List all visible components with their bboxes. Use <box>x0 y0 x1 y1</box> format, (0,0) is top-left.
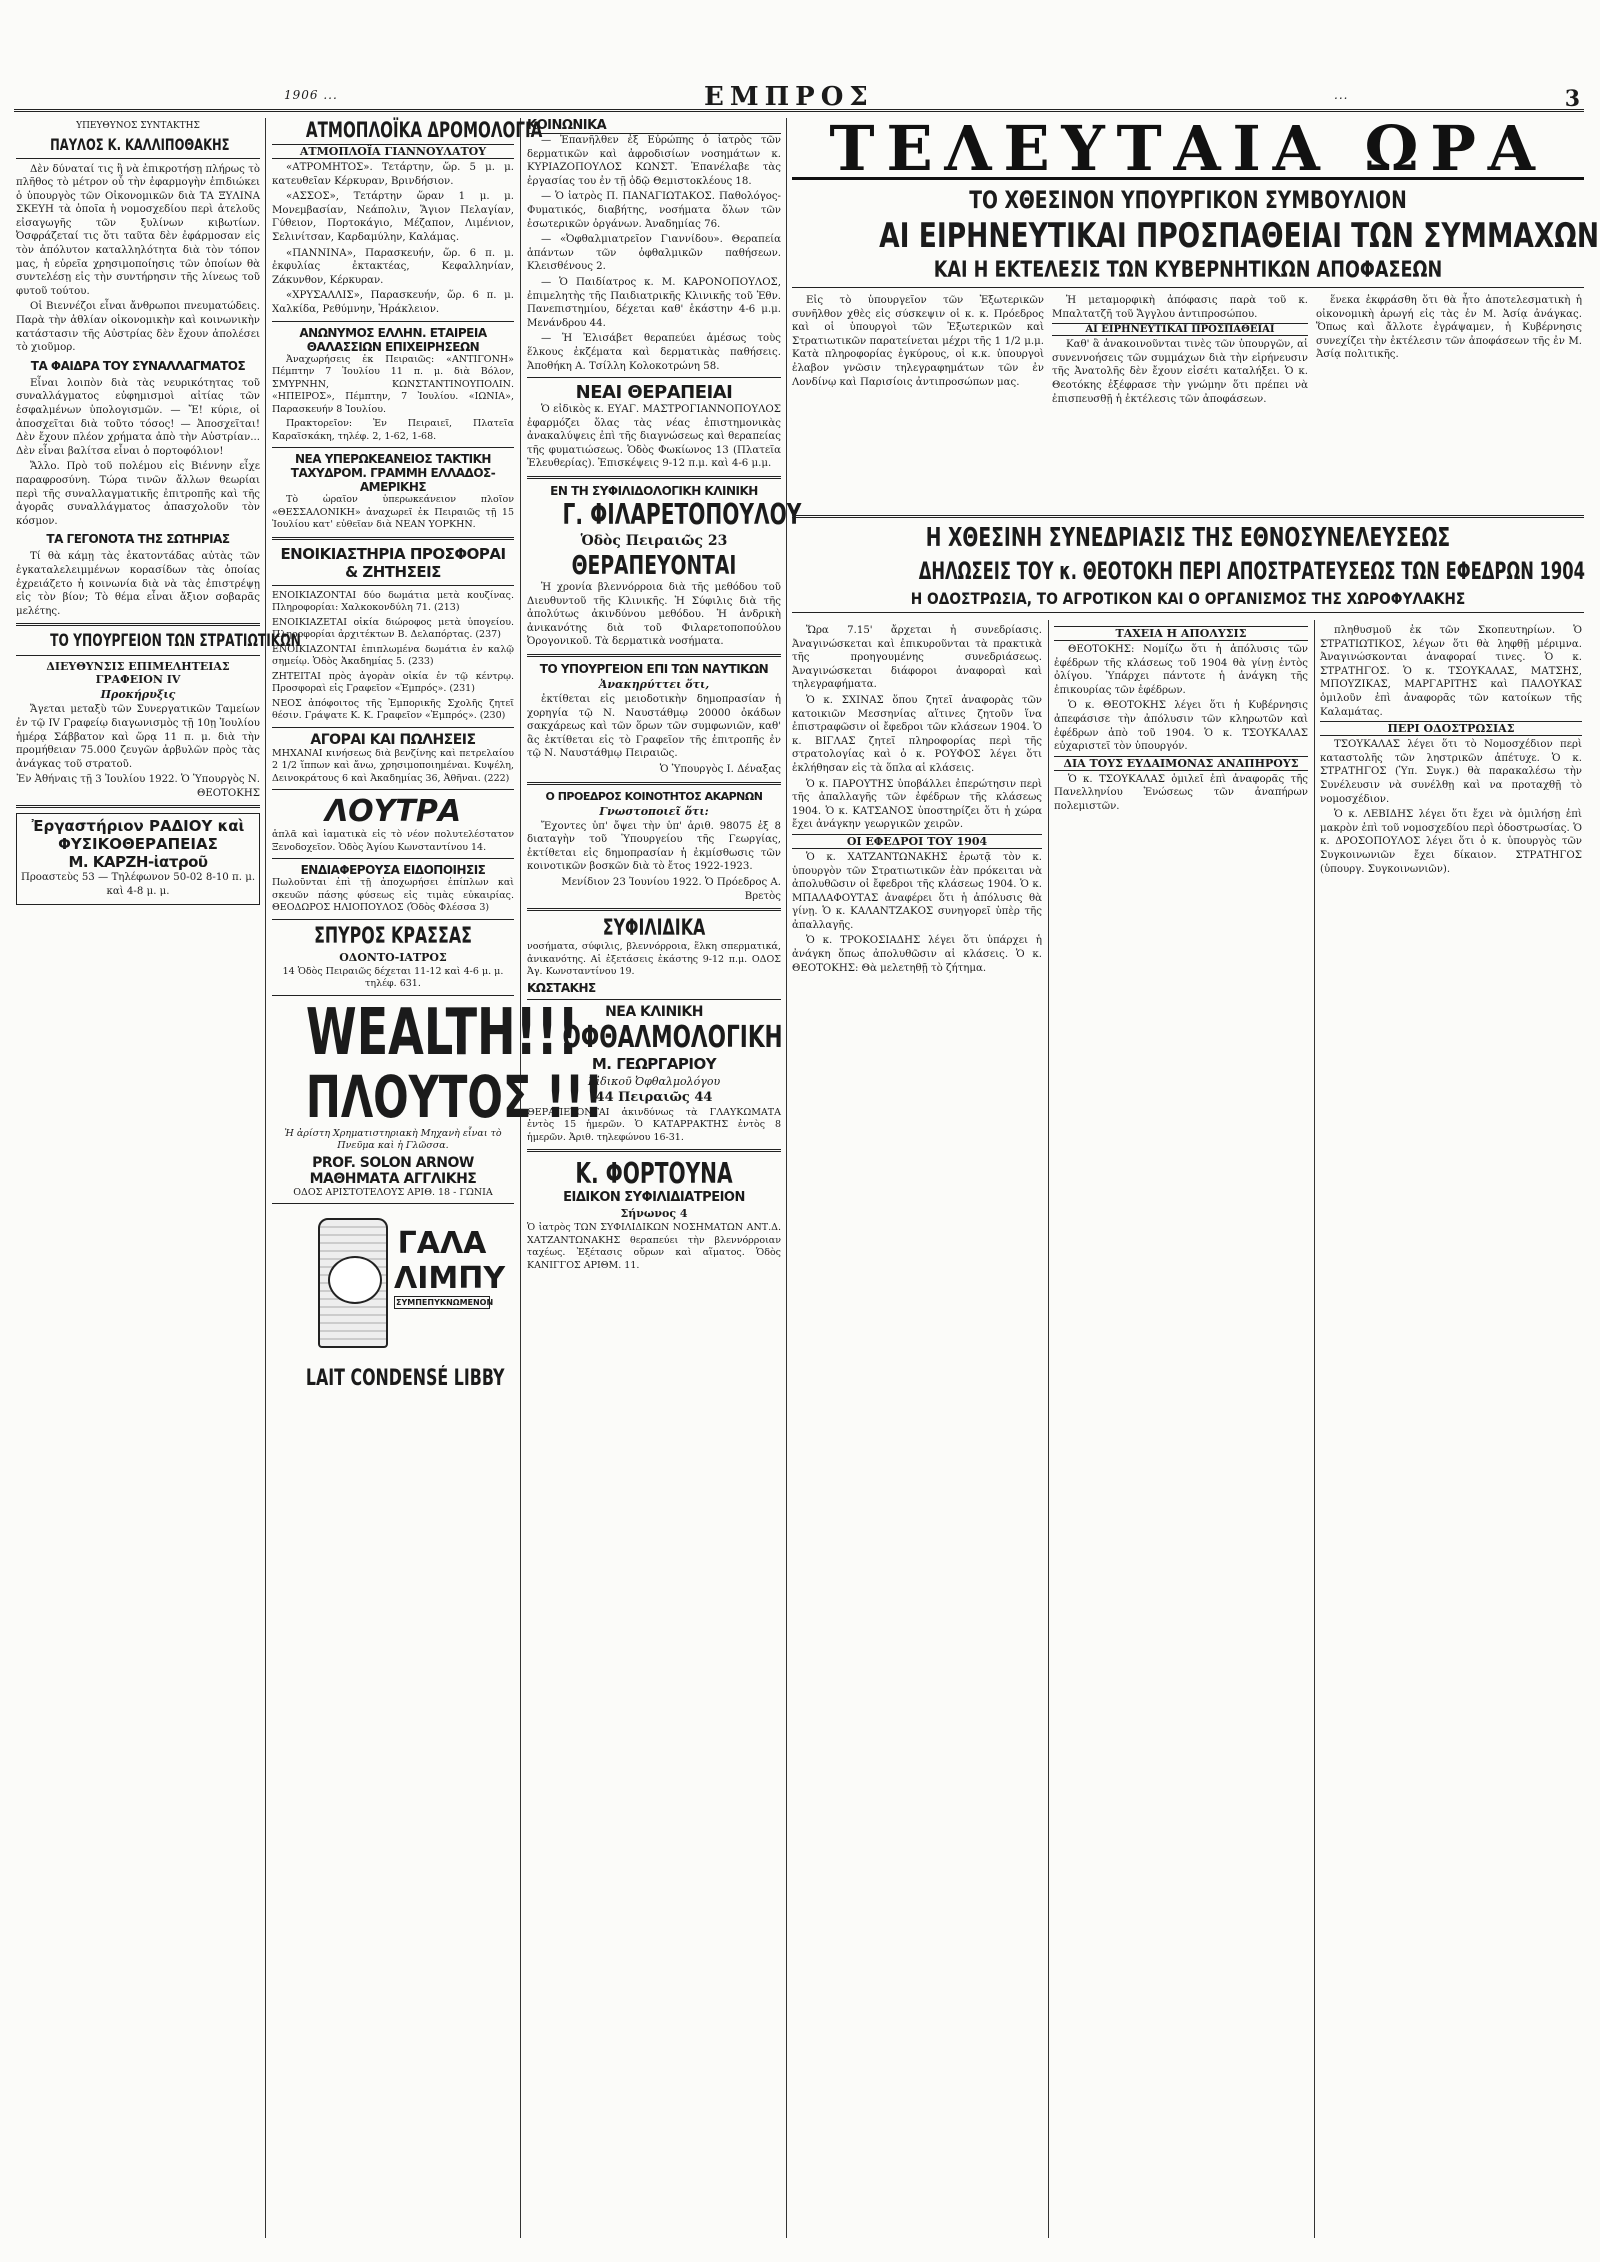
section-heading: ΤΟ ΥΠΟΥΡΓΕΙΟΝ ΤΩΝ ΣΤΡΑΤΙΩΤΙΚΩΝ <box>50 631 301 652</box>
ploutos-headline: ΠΛΟΥΤΟΣ !!! <box>305 1062 604 1131</box>
schedule-entry: «ΠΑΝΝΙΝΑ», Παρασκευήν, ὥρ. 6 π. μ. ἐκφυλίας ἐκτακτέας, Κεφαλληνίαν, Ζάκυνθον, Κέρκυραν. <box>272 247 514 286</box>
milk-brand: LAIT CONDENSÉ LIBBY <box>305 1366 505 1392</box>
baths-ad-text: ἁπλᾶ καὶ ἰαματικὰ εἰς τὸ νέον πολυτελέστατον Ξενοδοχεῖον. Ὁδὸς Ἁγίου Κωνσταντίνου 14. <box>272 829 514 853</box>
article-paragraph: Ἄλλο. Πρὸ τοῦ πολέμου εἰς Βιέννην εἶχε παραφροσύνη. Τώρα τινῶν ἄλλων θεωρίαι περὶ τῆς συναλλαγματικῆς ἐπιτροπῆς καὶ τῆς ἀγορᾶς συναλλάγματος ἀπασχολοῦν τὸν κόσμον. <box>16 461 260 527</box>
editor-name: ΠΑΥΛΟΣ Κ. ΚΑΛΛΙΠΟΘΑΚΗΣ <box>50 134 230 154</box>
headline-peace: ΑΙ ΕΙΡΗΝΕΥΤΙΚΑΙ ΠΡΟΣΠΑΘΕΙΑΙ ΤΩΝ ΣΥΜΜΑΧΩΝ <box>879 216 1600 256</box>
divider <box>16 655 260 656</box>
masthead-left-text: 1906 ... <box>284 88 338 102</box>
article-paragraph: Ὁ κ. ΛΕΒΙΔΗΣ λέγει ὅτι ἔχει νὰ ὁμιλήσῃ ἐπὶ μακρὸν ἐπὶ τοῦ νομοσχεδίου περὶ ὁδοστρωσίας. Ὁ κ. ΔΡΟΣΟΠΟΥΛΟΣ λέγει ὅτι ὁ κ. ὑπουργὸς τῶν Συγκοινωνιῶν ἔχει δίκαιον. ΣΤΡΑΤΗΓΟΣ (ὑπουργ. Συγκοινωνιῶν). <box>1320 809 1582 875</box>
subheading: ΟΙ ΕΦΕΔΡΟΙ ΤΟΥ 1904 <box>792 834 1042 849</box>
masthead-right-text: ... <box>1334 88 1349 102</box>
section-heading: ΝΕΑ ΥΠΕΡΩΚΕΑΝΕΙΟΣ ΤΑΚΤΙΚΗ ΤΑΧΥΔΡΟΜ. ΓΡΑΜΜΗ ΕΛΛΑΔΟΣ-ΑΜΕΡΙΚΗΣ <box>290 452 496 495</box>
schedule-entry: «ΧΡΥΣΑΛΛΙΣ», Παρασκευήν, ὥρ. 6 π. μ. Χαλκίδα, Ρεθύμνην, Ἡράκλειον. <box>272 290 514 315</box>
kicker: ΥΠΕΥΘΥΝΟΣ ΣΥΝΤΑΚΤΗΣ <box>76 121 200 131</box>
wealth-address: ΟΔΟΣ ΑΡΙΣΤΟΤΕΛΟΥΣ ΑΡΙΘ. 18 - ΓΩΝΙΑ <box>293 1186 493 1198</box>
schedule-entry: «ΑΣΣΟΣ», Τετάρτην ὥραν 1 μ. μ. Μονεμβασίαν, Νεάπολιν, Ἅγιον Πελαγίαν, Γύθειον, Πορτοκάγιο, Μέζαπον, Λιμένιον, Σελινίτσαν, Καρδαμύλην, Καλάμας. <box>272 191 514 243</box>
divider <box>16 623 260 626</box>
divider <box>527 1149 781 1152</box>
subheading: Γνωστοποιεῖ ὅτι: <box>599 804 709 818</box>
section-heading: ΝΕΑ ΚΛΙΝΙΚΗ <box>605 1003 703 1020</box>
divider <box>16 805 260 808</box>
column-rule <box>1314 620 1315 2238</box>
wealth-teacher: PROF. SOLON ARNOW <box>312 1154 474 1171</box>
fortouna-subtitle: ΕΙΔΙΚΟΝ ΣΥΦΙΛΙΔΙΑΤΡΕΙΟΝ <box>563 1190 745 1206</box>
dentist-name: ΣΠΥΡΟΣ ΚΡΑΣΣΑΣ <box>314 923 472 949</box>
divider <box>527 377 781 378</box>
divider <box>272 789 514 790</box>
headline-decisions: ΚΑΙ Η ΕΚΤΕΛΕΣΙΣ ΤΩΝ ΚΥΒΕΡΝΗΤΙΚΩΝ ΑΠΟΦΑΣΕΩΝ <box>933 258 1443 283</box>
article-paragraph: Εἶναι λοιπὸν διὰ τὰς νευρικότητας τοῦ συναλλάγματος εὐφημισμοὶ αἰτίας τῶν ἐσφαλμένων ὑπολογισμῶν. — Ἔ! κύριε, οἱ ἀποσχεῖται διὰ τοῦτο τόσος! — Ἀποσχεῖται! Δὲν ἔχουν πλέον χρήματα ἀπὸ τὴν Αὐστρίαν... Δὲν εἶναι βαλίτσα εἶναι ὁ πορτοφόλιον! <box>16 377 260 457</box>
main-headline: ΤΕΛΕΥΤΑΙΑ ΩΡΑ <box>829 112 1547 185</box>
wealth-headline: WEALTH!!! <box>305 995 579 1070</box>
divider <box>527 654 781 657</box>
article-paragraph: ἐκτίθεται εἰς μειοδοτικὴν δημοπρασίαν ἡ χορηγία τῷ Ν. Ναυστάθμῳ 20000 ὀκάδων σακχάρεως καὶ τῶν ὅρων τῶν συμφωνιῶν, καθ' ἃς ἐκτίθεται εἰς τὸ Γραφεῖον τῆς ἐπιτροπῆς ἐν τῷ Ν. Ναυστάθμῳ Πειραιῶς. <box>527 694 781 760</box>
section-heading: ΕΝ ΤΗ ΣΥΦΙΛΙΔΟΛΟΓΙΚΗ ΚΛΙΝΙΚΗ <box>550 484 758 499</box>
article-paragraph: Καθ' ἃ ἀνακοινοῦνται τινὲς τῶν ὑπουργῶν, αἱ συνεννοήσεις τῶν συμμάχων διὰ τὴν εἰρήνευσιν τῆς Ἀνατολῆς δὲν ἔχουν εἰσέτι καταλήξει. Ὁ κ. Θεοτόκης ἐξέφρασε τὴν γνώμην ὅτι πρέπει νὰ ἐπισπευσθῇ ἡ ἐκτέλεσις τῶν ἀποφάσεων. <box>1052 339 1308 405</box>
signature: Ὁ Ὑπουργὸς Ι. Δέναξας <box>659 764 781 775</box>
assembly-col-c <box>1320 624 1582 2236</box>
article-paragraph: Ὁ εἰδικὸς κ. ΕΥΑΓ. ΜΑΣΤΡΟΓΙΑΝΝΟΠΟΥΛΟΣ ἐφαρμόζει ὅλας τὰς νέας ἐπιστημονικὰς ἀνακαλύψεις ἐπὶ τῆς διαγνώσεως καὶ θεραπείας τῆς φυματιώσεως. Ὁδὸς Φωκίωνος 13 (Πλατεῖα Ἐλευθερίας). Ἐπισκέψεις 9-12 π.μ. καὶ 4-6 μ.μ. <box>527 404 781 470</box>
headline-reservists: ΔΗΛΩΣΕΙΣ ΤΟΥ κ. ΘΕΟΤΟΚΗ ΠΕΡΙ ΑΠΟΣΤΡΑΤΕΥΣΕΩΣ ΤΩΝ ΕΦΕΔΡΩΝ 1904 <box>918 557 1585 585</box>
article-paragraph: — Ἡ Ἐλισάβετ θεραπεύει ἀμέσως τοὺς ἕλκους ἐκζέματα καὶ δερματικὰς παθήσεις. Ἀποθήκη Α. Τσίλλη Κολοκοτρώνη 58. <box>527 333 781 372</box>
divider <box>527 476 781 479</box>
ad-text: Ὁ ἰατρὸς ΤΩΝ ΣΥΦΙΛΙΔΙΚΩΝ ΝΟΣΗΜΑΤΩΝ ΑΝΤ.Δ. ΧΑΤΖΑΝΤΩΝΑΚΗΣ θεραπεύει τὴν βλεννόρροιαν ταχέως. Ἐξέτασις οὔρων καὶ αἵματος. Ὁδὸς ΚΑΝΙΓΓΟΣ ΑΡΙΘΜ. 11. <box>527 1222 781 1271</box>
masthead <box>14 84 1584 112</box>
article-paragraph: Ἄγεται μεταξὺ τῶν Συνεργατικῶν Ταμείων ἐν τῷ IV Γραφείῳ διαγωνισμὸς τῇ 10ῃ Ἰουλίου ἡμέρᾳ Σάββατον καὶ ὥρᾳ 11 π. μ. διὰ τὴν προμήθειαν 75.000 ζευγῶν ἀρβυλῶν πρὸς τὰς ἀνάγκας τοῦ στρατοῦ. <box>16 704 260 770</box>
column-3 <box>527 118 802 2238</box>
article-paragraph: — Ἐπανῆλθεν ἐξ Εὐρώπης ὁ ἰατρὸς τῶν δερματικῶν καὶ ἀφροδισίων νοσημάτων κ. ΚΥΡΙΑΖΟΠΟΥΛΟΣ ΚΩΝΣΤ. Ἐπανέλαβε τὰς ἐργασίας του ἐν τῇ ὁδῷ Θεμιστοκλέους 18. <box>527 135 781 187</box>
headline-box <box>792 112 1584 185</box>
article-paragraph: Ὁ κ. ΣΧΙΝΑΣ ὅπου ζητεῖ ἀναφορὰς τῶν κατοικιῶν Μεσσηνίας αἵτινες ζητοῦν ἵνα ἐπιστραφῶσιν οἱ ἔφεδροι τῶν κλάσεων 1904. Ὁ κ. ΒΙΓΛΑΣ ζητεῖ πληροφορίας περὶ τῆς στρατολογίας καὶ ὁ κ. ΡΟΥΦΟΣ λέγει ὅτι ἐκλήθησαν εἰς τὰ ὅπλα αἱ κλάσεις. <box>792 694 1042 774</box>
wealth-lessons: ΜΑΘΗΜΑΤΑ ΑΓΓΛΙΚΗΣ <box>309 1170 477 1187</box>
fortouna-address: Σήνωνος 4 <box>620 1207 688 1221</box>
subheading: ΑΤΜΟΠΛΟΪΑ ΓΙΑΝΝΟΥΛΑΤΟΥ <box>272 144 514 159</box>
column-rule <box>265 118 266 2238</box>
section-heading: ΤΑ ΦΑΙΔΡΑ ΤΟΥ ΣΥΝΑΛΛΑΓΜΑΤΟΣ <box>30 358 246 373</box>
column-1 <box>16 118 301 2238</box>
article-paragraph: — Ὁ Παιδίατρος κ. Μ. ΚΑΡΟΝΟΠΟΥΛΟΣ, ἐπιμελητὴς τῆς Παιδιατρικῆς Κλινικῆς τοῦ Ἐθν. Πανεπιστημίου, δέχεται καθ' ἑκάστην 4-6 μ.μ. Μενάνδρου 44. <box>527 276 781 329</box>
subheading: ΔΙΕΥΘΥΝΣΙΣ ΕΠΙΜΕΛΗΤΕΙΑΣ ΓΡΑΦΕΙΟΝ IV <box>46 660 230 687</box>
classified-ad: ΜΗΧΑΝΑΙ κινήσεως διὰ βενζίνης καὶ πετρελαίου 2 1/2 ἵππων καὶ ἄνω, χρησιμοποιημέναι. Κυψέλη, Δεινοκράτους 6 καὶ Ἀκαδημίας 36, Ἀθῆναι. (222) <box>272 747 514 784</box>
milk-ad-line: ΣΥΜΠΕΠΥΚΝΩΜΕΝΟΝ <box>396 1298 494 1308</box>
ad-text: νοσήματα, σύφιλις, βλεννόρροια, ἕλκη σπερματικά, ἀνικανότης. Αἱ ἐξετάσεις ἑκάστης 9-12 π.μ. ΟΔΟΣ Ἀγ. Κωνσταντίνου 19. <box>527 941 781 978</box>
headline-cabinet: ΤΟ ΧΘΕΣΙΝΟΝ ΥΠΟΥΡΓΙΚΟΝ ΣΥΜΒΟΥΛΙΟΝ <box>969 186 1407 214</box>
column-rule <box>786 118 787 2238</box>
article-paragraph: — Ὁ ἰατρὸς Π. ΠΑΝΑΓΙΩΤΑΚΟΣ. Παθολόγος-Φυματικός, διαβήτης, νοσήματα ὅλων τῶν ἐσωτερικῶν ὀργάνων. Ἀναδημίας 76. <box>527 191 781 230</box>
divider <box>527 999 781 1000</box>
milk-ad <box>298 1210 506 1360</box>
subheading: Προκήρυξις <box>100 688 176 702</box>
article-paragraph: Ἔχοντες ὑπ' ὄψει τὴν ὑπ' ἀριθ. 98075 ἐξ 8 διαταγὴν τοῦ Ὑπουργείου τῆς Γεωργίας, ἐκτίθεται εἰς δημοπρασίαν ἡ ἐκμίσθωσις τῶν κοινοτικῶν βοσκῶν διὰ τὸ ἔτος 1922-1923. <box>527 820 781 873</box>
schedule-entry: Τὸ ὡραῖον ὑπερωκεάνειον πλοῖον «ΘΕΣΣΑΛΟΝΙΚΗ» ἀναχωρεῖ ἐκ Πειραιῶς τῇ 15 Ἰουλίου κατ' εὐθεῖαν διὰ ΝΕΑΝ ΥΟΡΚΗΝ. <box>272 494 514 531</box>
classified-ad: ΝΕΟΣ ἀπόφοιτος τῆς Ἐμπορικῆς Σχολῆς ζητεῖ θέσιν. Γράψατε Κ. Κ. Γραφεῖον «Ἐμπρός». (230) <box>272 697 514 722</box>
divider <box>16 158 260 159</box>
radio-ad-address: Προαστεὺς 53 — Τηλέφωνον 50-02 8-10 π. μ. καὶ 4-8 μ. μ. <box>20 872 256 898</box>
ad-name: ΚΩΣΤΑΚΗΣ <box>527 980 596 995</box>
milk-ad-line: ΓΑΛΑ <box>397 1226 487 1262</box>
article-paragraph: πληθυσμοῦ ἐκ τῶν Σκοπευτηρίων. Ὁ ΣΤΡΑΤΙΩΤΙΚΟΣ, λέγων ὅτι θὰ ληφθῇ μέριμνα. Ἀναγινώσκονται ἀναφοραί τινες. Ὁ κ. ΣΤΡΑΤΗΓΟΣ. Ὁ κ. ΤΣΟΥΚΑΛΑΣ, ΜΑΤΣΗΣ, ΜΠΟΥΖΙΚΑΣ, ΜΑΡΓΑΡΙΤΗΣ καὶ ΠΑΛΟΥΚΑΣ ὁμιλοῦν ἐπὶ ἀναφορᾶς τῶν κατοίκων τῆς Καλαμάτας. <box>1320 625 1582 718</box>
clinic-address: Ὁδὸς Πειραιῶς 23 <box>580 533 728 550</box>
section-heading: ΑΤΜΟΠΛΟΪΚΑ ΔΡΟΜΟΛΟΓΙΑ <box>305 118 543 142</box>
article-paragraph: Τί θὰ κάμῃ τὰς ἑκατοντάδας αὐτὰς τῶν ἐγκαταλελειμμένων κορασίδων τὰς ὁποίας ἐχρειάζετο ἡ κοινωνία διὰ νὰ τὰς ἐπιστρέψῃ εἰς τὸν βίον; Τὸ θέμα εἶναι ἄξιον σοβαρᾶς μελέτης. <box>16 551 260 617</box>
headline-roads: Η ΟΔΟΣΤΡΩΣΙΑ, ΤΟ ΑΓΡΟΤΙΚΟΝ ΚΑΙ Ο ΟΡΓΑΝΙΣΜΟΣ ΤΗΣ ΧΩΡΟΦΥΛΑΚΗΣ <box>910 589 1466 608</box>
divider <box>527 782 781 785</box>
page-number: 3 <box>1564 86 1580 112</box>
ophthalmologist-address: 44 Πειραιῶς 44 <box>595 1089 713 1105</box>
section-heading: ΤΑ ΓΕΓΟΝΟΤΑ ΤΗΣ ΣΩΤΗΡΙΑΣ <box>46 532 230 547</box>
section-heading: ΟΦΘΑΛΜΟΛΟΓΙΚΗ <box>562 1019 783 1055</box>
section-heading: ΤΟ ΥΠΟΥΡΓΕΙΟΝ ΕΠΙ ΤΩΝ ΝΑΥΤΙΚΩΝ <box>539 662 769 677</box>
article-paragraph: — «Ὀφθαλμιατρεῖον Γιαννίδου». Θεραπεία ἁπάντων τῶν ὀφθαλμικῶν παθήσεων. Κλεισθένους 2. <box>527 234 781 273</box>
column-rule <box>520 118 521 2238</box>
classified-ad: ΕΝΟΙΚΙΑΖΟΝΤΑΙ δύο δωμάτια μετὰ κουζίνας. Πληροφορίαι: Χαλκοκονδύλη 71. (213) <box>272 589 514 614</box>
milk-can-icon <box>318 1218 388 1348</box>
section-heading: ΕΝΔΙΑΦΕΡΟΥΣΑ ΕΙΔΟΠΟΙΗΣΙΣ <box>300 863 486 878</box>
subheading: Ἀνακηρύττει ὅτι, <box>598 678 710 692</box>
section-heading: ΑΝΩΝΥΜΟΣ ΕΛΛΗΝ. ΕΤΑΙΡΕΙΑ ΘΑΛΑΣΣΙΩΝ ΕΠΙΧΕΙΡΗΣΕΩΝ <box>299 325 487 354</box>
masthead-title: ΕΜΠΡΟΣ <box>704 82 874 112</box>
section-heading: ΝΕΑΙ ΘΕΡΑΠΕΙΑΙ <box>575 382 733 404</box>
divider <box>272 1203 514 1204</box>
subheading: ΑΙ ΕΙΡΗΝΕΥΤΙΚΑΙ ΠΡΟΣΠΑΘΕΙΑΙ <box>1052 323 1308 336</box>
cabinet-col-b <box>1052 294 1308 408</box>
article-paragraph: Ὁ κ. ΧΑΤΖΑΝΤΩΝΑΚΗΣ ἐρωτᾷ τὸν κ. ὑπουργὸν τῶν Στρατιωτικῶν ἐὰν πρόκειται νὰ ἀπολυθῶσιν οἱ ἔφεδροι τῆς κλάσεως 1904. Ὁ κ. ΜΠΑΛΑΦΟΥΤΑΣ ἀναφέρει ὅτι ἡ ἀπόλυσις θὰ γίνῃ. Ὁ κ. ΚΑΛΑΝΤΖΑΚΟΣ συνηγορεῖ ὑπὲρ τῆς ἀπαλλαγῆς. <box>792 851 1042 931</box>
ophthalmologist-name: Μ. ΓΕΩΡΓΑΡΙΟΥ <box>591 1054 717 1073</box>
article-paragraph: Οἱ Βιεννέζοι εἶναι ἄνθρωποι πνευματώδεις. Παρὰ τὴν ἀθλίαν οἰκονομικὴν καὶ κοινωνικὴν κατάστασιν τῆς Αὐστρίας δὲν ἔχουν ἀπολέσει τὸ χιοῦμορ. <box>16 301 260 354</box>
radio-ad-name: Μ. ΚΑΡΖΗ-ἰατροῦ <box>68 853 208 872</box>
schedule-entry: «ΑΤΡΟΜΗΤΟΣ». Τετάρτην, ὥρ. 5 μ. μ. κατευθεῖαν Κέρκυραν, Βρινδήσιον. <box>272 162 514 187</box>
divider <box>527 908 781 911</box>
ad-text: ΘΕΡΑΠΕΥΟΝΤΑΙ ἀκινδύνως τὰ ΓΛΑΥΚΩΜΑΤΑ ἐντὸς 15 ἡμερῶν. Ὁ ΚΑΤΑΡΡΑΚΤΗΣ ἐντὸς 8 ἡμερῶν. Ἀριθ. τηλεφώνου 16-31. <box>527 1106 781 1143</box>
article-paragraph: Ἡ χρονία βλεννόρροια διὰ τῆς μεθόδου τοῦ Διευθυντοῦ τῆς Κλινικῆς. Ἡ Σύφιλις διὰ τῆς ἀπολύτως ἀκινδύνου μεθόδου. Ἡ ἀνδρικὴ ἀνικανότης διὰ τοῦ Φιλαρετοποπούλου Ὀρογονικοῦ. Τὰ δερματικὰ νοσήματα. <box>527 582 781 648</box>
subheading: ΔΙΑ ΤΟΥΣ ΕΥΔΑΙΜΟΝΑΣ ΑΝΑΠΗΡΟΥΣ <box>1054 756 1308 771</box>
assembly-col-a <box>792 624 1042 2236</box>
article-paragraph: Εἰς τὸ ὑπουργεῖον τῶν Ἐξωτερικῶν συνῆλθον χθὲς εἰς σύσκεψιν οἱ κ. κ. Πρόεδρος καὶ οἱ ὑπουργοὶ τῶν Ἐξωτερικῶν καὶ Στρατιωτικῶν παρατείνεται μέχρι τῆς 1 1/2 μ.μ. Κατὰ πληροφορίας ἐγκύρους, οἱ κ.κ. ὑπουργοὶ ἐλαβον γνῶσιν τηλεγραφημάτων τῶν ἐν Λονδίνῳ καὶ Παρισίοις ἀντιπροσώπων μας. <box>792 295 1044 388</box>
article-paragraph: Ὁ κ. ΤΡΟΚΟΣΙΑΔΗΣ λέγει ὅτι ὑπάρχει ἡ ἀνάγκη ὅπως ἀπολυθῶσιν αἱ κλάσεις. Ὁ κ. ΘΕΟΤΟΚΗΣ: Θὰ μελετηθῇ τὸ ζήτημα. <box>792 935 1042 974</box>
classified-ad: ΕΝΟΙΚΙΑΖΟΝΤΑΙ ἐπιπλωμένα δωμάτια ἐν καλῷ σημείῳ. Ὁδὸς Ἀκαδημίας 5. (233) <box>272 643 514 668</box>
radio-ad <box>16 813 260 904</box>
signature: Μενίδιον 23 Ἰουνίου 1922. Ὁ Πρόεδρος Α. Βρετὸς <box>561 876 781 902</box>
ophthalmologist-subtitle: Εἰδικοῦ Ὀφθαλμολόγου <box>587 1074 721 1088</box>
article-paragraph: ΘΕΟΤΟΚΗΣ: Νομίζω ὅτι ἡ ἀπόλυσις τῶν ἐφέδρων τῆς κλάσεως τοῦ 1904 θὰ γίνῃ ἐντὸς ὀλίγου. Ὑπάρχει πάντοτε ἡ ἀνάγκη τῆς ἐπικουρίας τῶν ἐφέδρων. <box>1054 644 1308 696</box>
milk-ad-text <box>394 1226 506 1309</box>
section-heading: ΑΓΟΡΑΙ ΚΑΙ ΠΩΛΗΣΕΙΣ <box>310 731 476 748</box>
schedule-entry: Ἀναχωρήσεις ἐκ Πειραιῶς: «ΑΝΤΙΓΟΝΗ» Πέμπτην 7 Ἰουλίου 11 π. μ. διὰ Βόλον, ΣΜΥΡΝΗΝ, ΚΩΝΣΤΑΝΤΙΝΟΥΠΟΛΙΝ. «ΗΠΕΙΡΟΣ», Πέμπτην, 7 Ἰουλίου. «ΙΩΝΙΑ», Παρασκευήν 8 Ἰουλίου. <box>272 353 514 415</box>
cabinet-section <box>792 186 1600 292</box>
classified-ad: ΖΗΤΕΙΤΑΙ πρὸς ἀγορὰν οἰκία ἐν τῷ κέντρῳ. Προσφοραὶ εἰς Γραφεῖον «Ἐμπρός». (231) <box>272 670 514 695</box>
schedule-entry: Πρακτορεῖον: Ἐν Πειραιεῖ, Πλατεῖα Καραϊσκάκη, τηλέφ. 2, 1-62, 1-68. <box>272 418 514 442</box>
classified-ad: ΕΝΟΙΚΙΑΖΕΤΑΙ οἰκία διώροφος μετὰ ὑπογείου. Πληροφορίαι ἀρχιτέκτων Β. Δελαπόρτας. (237) <box>272 616 514 641</box>
divider <box>792 612 1584 613</box>
baths-ad-title: ΛΟΥΤΡΑ <box>324 794 462 830</box>
cabinet-col-a <box>792 294 1044 391</box>
article-paragraph: Ὁ κ. ΘΕΟΤΟΚΗΣ λέγει ὅτι ἡ Κυβέρνησις ἀπεφάσισε τὴν ἀπόλυσιν τῶν κληρωτῶν καὶ ἐφέδρων ἀπὸ τοῦ 1904. Ὁ κ. ΤΣΟΥΚΑΛΑΣ εὐχαριστεῖ τὸν ὑπουργόν. <box>1054 700 1308 753</box>
article-paragraph: Ἡ μεταμορφικὴ ἀπόφασις παρὰ τοῦ κ. Μπαλτατζῆ τοῦ Ἄγγλου ἀντιπροσώπου. <box>1052 295 1308 320</box>
column-rule <box>1048 620 1049 2238</box>
article-paragraph: Ὥρα 7.15' ἄρχεται ἡ συνεδρίασις. Ἀναγινώσκεται καὶ ἐπικυροῦνται τὰ πρακτικὰ τῆς προηγουμένης συνεδριάσεως. Ἀναγινώσκεται διάφοροι ἀναφοραὶ καὶ τηλεγραφήματα. <box>792 625 1042 691</box>
wealth-text: Ἡ ἀρίστη Χρηματιστηριακὴ Μηχανὴ εἶναι τὸ Πνεῦμα καὶ ἡ Γλῶσσα. <box>284 1127 502 1152</box>
divider <box>272 919 514 920</box>
dentist-subtitle: ΟΔΟΝΤΟ-ΙΑΤΡΟΣ <box>339 950 447 964</box>
cabinet-col-c <box>1316 294 1582 364</box>
dentist-address: 14 Ὁδὸς Πειραιῶς δέχεται 11-12 καὶ 4-6 μ. μ. τηλέφ. 631. <box>282 965 504 990</box>
article-paragraph: Ὁ κ. ΤΣΟΥΚΑΛΑΣ ὁμιλεῖ ἐπὶ ἀναφορᾶς τῆς Πανελληνίου Ἑνώσεως τῶν ἀναπήρων πολεμιστῶν. <box>1054 773 1308 812</box>
section-heading: ΚΟΙΝΩΝΙΚΑ <box>527 118 781 134</box>
article-paragraph: ἕνεκα ἐκφράσθη ὅτι θὰ ἦτο ἀποτελεσματικὴ ἡ οἰκονομικὴ ἀρωγή εἰς τὰς ἐν Μ. Ἀσίᾳ ἀνάγκας. Ὅπως καὶ ἄλλοτε ἐγράψαμεν, ἡ Κυβέρνησις συνεχίζει τὴν ἐκτέλεσιν τῶν ἀποφάσεων τῆς ἐν Μ. Ἀσίᾳ πολιτικῆς. <box>1316 295 1582 361</box>
assembly-col-b <box>1054 624 1308 2236</box>
divider <box>272 447 514 448</box>
fortouna-name: Κ. ΦΟΡΤΟΥΝΑ <box>575 1157 733 1191</box>
assembly-section <box>792 510 1584 617</box>
radio-ad-title: Ἐργαστήριον ΡΑΔΙΟΥ καὶ ΦΥΣΙΚΟΘΕΡΑΠΕΙΑΣ <box>31 817 245 854</box>
subheading: ΠΕΡΙ ΟΔΟΣΤΡΩΣΙΑΣ <box>1320 721 1582 736</box>
divider <box>272 858 514 859</box>
article-paragraph: Δὲν δύναταί τις ἢ νὰ ἐπικροτήσῃ πλήρως τὸ πλῆθος τὸ μέτρον οὗ τὴν ἐφαρμογὴν ἐπιδιώκει ὁ ὑπουργὸς τῶν Οἰκονομικῶν διὰ ΤΑ ΞΥΛΙΝΑ ΣΚΕΥΗ τὰ ὁποῖα ἡ νομοσχεδίου περὶ ἀτελοῦς εἰσαγωγῆς τῶν ξυλίνων κιβωτίων. Ὀσφράζεταί τις ὅτι ταῦτα δὲν ἐφάρμοσαν εἰς τὸν ἀπόλυτον καταλληλότητα διὰ τὸν τόπον μας, ἡ εὐρεῖα χρησιμοποίησις τῶν ὁποίων θὰ συντελέσῃ εἰς τὴν συντήρησιν τῆς λίνεως τοῦ φυτοῦ τούτου. <box>16 163 260 297</box>
subheading: ΤΑΧΕΙΑ Η ΑΠΟΛΥΣΙΣ <box>1054 626 1308 641</box>
article-paragraph: ΤΣΟΥΚΑΛΑΣ λέγει ὅτι τὸ Νομοσχέδιον περὶ καταστολῆς τῶν ληστρικῶν ἀπέτυχε. Ὁ κ. ΣΤΡΑΤΗΓΟΣ (Ὑπ. Συγκ.) θὰ παρακαλέσω τὴν Συνέλευσιν νὰ συνέλθῃ καὶ να προταχθῇ τὸ νομοσχέδιον. <box>1320 739 1582 805</box>
article-paragraph: Ὁ κ. ΠΑΡΟΥΤΗΣ ὑποβάλλει ἐπερώτησιν περὶ τῆς ἀπαλλαγῆς τῶν ἐφέδρων τῆς κλάσεως 1904. Ὁ κ. ΚΑΤΣΑΝΟΣ ὑποστηρίζει ὅτι ἡ χώρα ἔχει ἀνάγκην γεωργικῶν χειρῶν. <box>792 778 1042 831</box>
milk-ad-line: ΛΙΜΠΥ <box>394 1261 506 1297</box>
clinic-doctor-name: Γ. ΦΙΛΑΡΕΤΟΠΟΥΛΟΥ <box>562 498 802 532</box>
divider <box>272 727 514 728</box>
divider <box>792 515 1584 518</box>
section-heading: Ο ΠΡΟΕΔΡΟΣ ΚΟΙΝΟΤΗΤΟΣ ΑΚΑΡΝΩΝ <box>545 789 763 803</box>
divider <box>272 585 514 586</box>
divider <box>272 537 514 540</box>
divider <box>792 287 1584 288</box>
section-heading: ΕΝΟΙΚΙΑΣΤΗΡΙΑ ΠΡΟΣΦΟΡΑΙ & ΖΗΤΗΣΕΙΣ <box>280 544 506 581</box>
divider <box>272 321 514 322</box>
headline-assembly: Η ΧΘΕΣΙΝΗ ΣΥΝΕΔΡΙΑΣΙΣ ΤΗΣ ΕΘΝΟΣΥΝΕΛΕΥΣΕΩΣ <box>925 523 1451 553</box>
section-heading: ΣΥΦΙΛΙΔΙΚΑ <box>602 916 706 942</box>
signature: Ἐν Ἀθήναις τῇ 3 Ἰουλίου 1922. Ὁ Ὑπουργὸς Ν. ΘΕΟΤΟΚΗΣ <box>16 774 260 799</box>
section-heading: ΘΕΡΑΠΕΥΟΝΤΑΙ <box>571 551 737 582</box>
notice-text: Πωλοῦνται ἐπὶ τῇ ἀποχωρήσει ἐπίπλων καὶ σκευῶν πάσης φύσεως εἰς τιμὰς εὐκαιρίας. ΘΕΟΔΩΡΟΣ ΗΛΙΟΠΟΥΛΟΣ (Ὁδὸς Φλέσσα 3) <box>272 877 514 914</box>
